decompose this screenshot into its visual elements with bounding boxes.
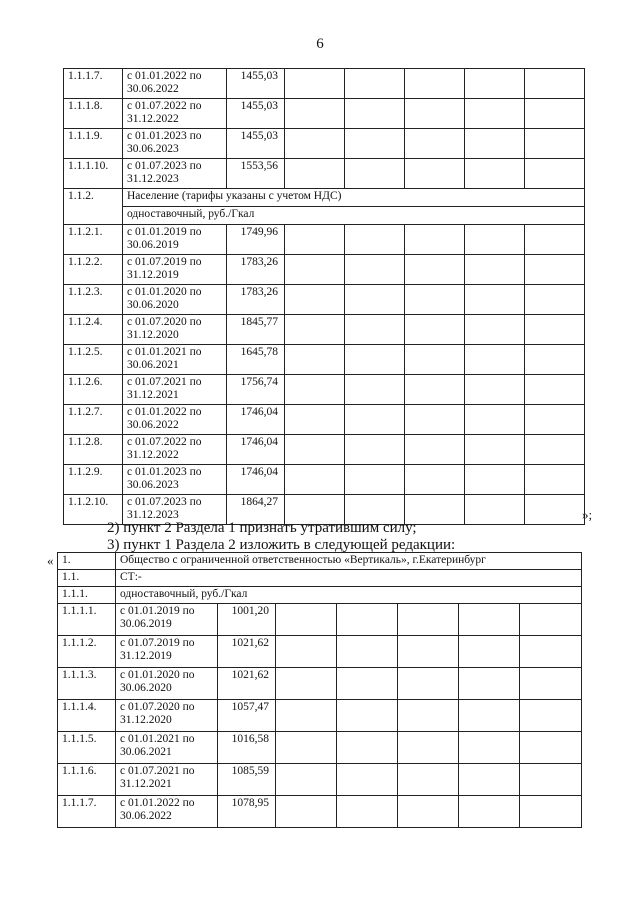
table-row xyxy=(64,225,585,255)
table-row xyxy=(64,465,585,495)
empty-cell xyxy=(285,255,345,285)
empty-cell xyxy=(276,604,337,636)
row-period xyxy=(123,255,227,285)
row-num: 1.1.2.6. xyxy=(64,375,123,405)
row-num: 1.1.1.2. xyxy=(58,636,116,668)
empty-cell xyxy=(285,375,345,405)
empty-cell xyxy=(345,99,405,129)
row-num: 1.1.1.7. xyxy=(64,69,123,99)
empty-cell xyxy=(345,159,405,189)
row-period xyxy=(123,69,227,99)
table-row xyxy=(58,668,582,700)
row-period xyxy=(116,604,218,636)
row-num: 1.1.1.6. xyxy=(58,764,116,796)
period-end: 30.06.2022 xyxy=(127,83,179,95)
row-period xyxy=(123,315,227,345)
row-value: 1455,03 xyxy=(227,129,285,159)
row-period xyxy=(116,700,218,732)
empty-cell xyxy=(520,668,582,700)
empty-cell xyxy=(465,129,525,159)
period-start: с 01.07.2022 по xyxy=(127,436,202,448)
table-row xyxy=(64,285,585,315)
row-period xyxy=(123,435,227,465)
empty-cell xyxy=(465,405,525,435)
empty-cell xyxy=(525,495,585,525)
row-num: 1.1.2.8. xyxy=(64,435,123,465)
empty-cell xyxy=(285,405,345,435)
empty-cell xyxy=(398,796,459,828)
empty-cell xyxy=(405,129,465,159)
row-value: 1645,78 xyxy=(227,345,285,375)
table-row xyxy=(64,99,585,129)
period-end: 31.12.2020 xyxy=(120,714,172,726)
row-value: 1078,95 xyxy=(218,796,276,828)
period-end: 31.12.2020 xyxy=(127,329,179,341)
empty-cell xyxy=(520,604,582,636)
row-value: 1746,04 xyxy=(227,465,285,495)
empty-cell xyxy=(285,159,345,189)
table-row xyxy=(64,69,585,99)
group-unit-row xyxy=(64,207,585,225)
period-start: с 01.01.2023 по xyxy=(127,130,202,142)
table2-rows xyxy=(58,604,582,828)
row-period xyxy=(116,732,218,764)
period-end: 30.06.2022 xyxy=(120,810,172,822)
empty-cell xyxy=(345,375,405,405)
period-start: с 01.01.2019 по xyxy=(120,605,195,617)
closing-quote: »; xyxy=(582,507,593,522)
table-row xyxy=(58,636,582,668)
empty-cell xyxy=(465,69,525,99)
period-start: с 01.01.2022 по xyxy=(127,70,202,82)
row-period xyxy=(123,99,227,129)
empty-cell xyxy=(285,129,345,159)
table-row xyxy=(64,405,585,435)
empty-cell xyxy=(276,700,337,732)
empty-cell xyxy=(525,465,585,495)
period-end: 31.12.2022 xyxy=(127,449,179,461)
row-period xyxy=(123,159,227,189)
empty-cell xyxy=(525,225,585,255)
period-start: с 01.01.2023 по xyxy=(127,466,202,478)
empty-cell xyxy=(337,732,398,764)
row-period xyxy=(123,375,227,405)
empty-cell xyxy=(525,405,585,435)
row-period xyxy=(123,129,227,159)
group-title: Население (тарифы указаны с учетом НДС) xyxy=(123,189,585,207)
opening-quote: « xyxy=(47,553,54,568)
empty-cell xyxy=(465,435,525,465)
empty-cell xyxy=(405,69,465,99)
empty-cell xyxy=(398,636,459,668)
empty-cell xyxy=(405,285,465,315)
empty-cell xyxy=(525,159,585,189)
row-value: 1553,56 xyxy=(227,159,285,189)
row-num: 1.1.1.3. xyxy=(58,668,116,700)
row-num: 1.1.2.5. xyxy=(64,345,123,375)
table-row xyxy=(64,159,585,189)
empty-cell xyxy=(525,129,585,159)
period-end: 30.06.2020 xyxy=(120,682,172,694)
table-row xyxy=(64,375,585,405)
row-period xyxy=(116,796,218,828)
empty-cell xyxy=(398,700,459,732)
empty-cell xyxy=(345,405,405,435)
row-num: 1.1.1.9. xyxy=(64,129,123,159)
empty-cell xyxy=(405,435,465,465)
period-start: с 01.01.2019 по xyxy=(127,226,202,238)
empty-cell xyxy=(337,604,398,636)
table-row xyxy=(58,764,582,796)
table1-rows-before xyxy=(64,69,585,189)
period-start: с 01.07.2023 по xyxy=(127,496,202,508)
table-row xyxy=(58,700,582,732)
org-name: Общество с ограниченной ответственностью «Вертикаль», г.Екатеринбург xyxy=(116,553,582,570)
empty-cell xyxy=(337,668,398,700)
table-row xyxy=(64,129,585,159)
empty-cell xyxy=(405,99,465,129)
period-end: 30.06.2019 xyxy=(127,239,179,251)
empty-cell xyxy=(345,435,405,465)
clause-2: 2) пункт 2 Раздела 1 признать утратившим силу; xyxy=(107,520,417,536)
empty-cell xyxy=(345,129,405,159)
period-end: 30.06.2019 xyxy=(120,618,172,630)
empty-cell xyxy=(345,225,405,255)
period-end: 30.06.2021 xyxy=(127,359,179,371)
empty-cell xyxy=(285,315,345,345)
table-row xyxy=(58,796,582,828)
empty-cell xyxy=(405,225,465,255)
empty-cell xyxy=(465,255,525,285)
empty-cell xyxy=(465,375,525,405)
row-value: 1021,62 xyxy=(218,636,276,668)
empty-cell xyxy=(465,315,525,345)
empty-cell xyxy=(525,285,585,315)
row-value: 1756,74 xyxy=(227,375,285,405)
empty-cell xyxy=(465,159,525,189)
row-num: 1.1.1.8. xyxy=(64,99,123,129)
row-value: 1001,20 xyxy=(218,604,276,636)
period-end: 31.12.2021 xyxy=(127,389,179,401)
tariff-table-2 xyxy=(57,552,582,828)
row-period xyxy=(123,225,227,255)
row-period xyxy=(123,405,227,435)
row-value: 1016,58 xyxy=(218,732,276,764)
empty-cell xyxy=(405,345,465,375)
row-value: 1749,96 xyxy=(227,225,285,255)
row-value: 1864,27 xyxy=(227,495,285,525)
empty-cell xyxy=(276,732,337,764)
period-end: 31.12.2019 xyxy=(127,269,179,281)
period-start: с 01.07.2019 по xyxy=(120,637,195,649)
empty-cell xyxy=(345,255,405,285)
empty-cell xyxy=(398,732,459,764)
empty-cell xyxy=(459,700,520,732)
row-period xyxy=(116,764,218,796)
empty-cell xyxy=(276,764,337,796)
empty-cell xyxy=(405,375,465,405)
st-row xyxy=(58,570,582,587)
period-end: 31.12.2023 xyxy=(127,509,179,521)
empty-cell xyxy=(459,668,520,700)
period-end: 30.06.2021 xyxy=(120,746,172,758)
row-num: 1.1.2.10. xyxy=(64,495,123,525)
empty-cell xyxy=(465,345,525,375)
group-unit: одноставочный, руб./Гкал xyxy=(123,207,585,225)
table-row xyxy=(64,315,585,345)
row-value: 1783,26 xyxy=(227,255,285,285)
unit-label: одноставочный, руб./Гкал xyxy=(116,587,582,604)
period-start: с 01.01.2020 по xyxy=(127,286,202,298)
row-period xyxy=(123,345,227,375)
empty-cell xyxy=(459,636,520,668)
row-value: 1746,04 xyxy=(227,435,285,465)
row-value: 1783,26 xyxy=(227,285,285,315)
empty-cell xyxy=(345,69,405,99)
tariff-table-1 xyxy=(63,68,585,525)
empty-cell xyxy=(345,315,405,345)
empty-cell xyxy=(276,636,337,668)
empty-cell xyxy=(405,315,465,345)
empty-cell xyxy=(405,255,465,285)
empty-cell xyxy=(398,668,459,700)
empty-cell xyxy=(398,764,459,796)
empty-cell xyxy=(459,604,520,636)
row-num: 1.1.1.5. xyxy=(58,732,116,764)
period-end: 30.06.2023 xyxy=(127,479,179,491)
row-value: 1455,03 xyxy=(227,99,285,129)
page-number: 6 xyxy=(316,36,324,52)
empty-cell xyxy=(405,405,465,435)
empty-cell xyxy=(525,99,585,129)
period-end: 31.12.2021 xyxy=(120,778,172,790)
empty-cell xyxy=(337,764,398,796)
row-value: 1746,04 xyxy=(227,405,285,435)
row-value: 1085,59 xyxy=(218,764,276,796)
period-end: 31.12.2023 xyxy=(127,173,179,185)
empty-cell xyxy=(465,465,525,495)
row-num: 1.1.1.10. xyxy=(64,159,123,189)
table-row xyxy=(64,255,585,285)
empty-cell xyxy=(285,285,345,315)
row-value: 1057,47 xyxy=(218,700,276,732)
empty-cell xyxy=(405,159,465,189)
period-end: 30.06.2020 xyxy=(127,299,179,311)
org-row xyxy=(58,553,582,570)
period-start: с 01.07.2021 по xyxy=(127,376,202,388)
row-num: 1.1.2.3. xyxy=(64,285,123,315)
empty-cell xyxy=(345,345,405,375)
row-num: 1.1.2.9. xyxy=(64,465,123,495)
empty-cell xyxy=(337,636,398,668)
empty-cell xyxy=(465,285,525,315)
empty-cell xyxy=(285,69,345,99)
empty-cell xyxy=(405,465,465,495)
empty-cell xyxy=(285,225,345,255)
table-row xyxy=(58,604,582,636)
row-num: 1.1.2.7. xyxy=(64,405,123,435)
empty-cell xyxy=(465,225,525,255)
empty-cell xyxy=(459,764,520,796)
period-start: с 01.01.2021 по xyxy=(120,733,195,745)
period-start: с 01.01.2022 по xyxy=(120,797,195,809)
empty-cell xyxy=(398,604,459,636)
row-num: 1.1.2.1. xyxy=(64,225,123,255)
period-start: с 01.07.2021 по xyxy=(120,765,195,777)
org-num: 1. xyxy=(58,553,116,570)
table-row xyxy=(64,345,585,375)
row-value: 1845,77 xyxy=(227,315,285,345)
group-num: 1.1.2. xyxy=(64,189,123,225)
row-period xyxy=(123,285,227,315)
empty-cell xyxy=(337,796,398,828)
period-start: с 01.01.2021 по xyxy=(127,346,202,358)
table1-rows-after xyxy=(64,225,585,525)
empty-cell xyxy=(520,764,582,796)
empty-cell xyxy=(345,285,405,315)
empty-cell xyxy=(520,700,582,732)
empty-cell xyxy=(459,796,520,828)
row-num: 1.1.2.2. xyxy=(64,255,123,285)
row-value: 1021,62 xyxy=(218,668,276,700)
empty-cell xyxy=(525,315,585,345)
empty-cell xyxy=(525,435,585,465)
row-period xyxy=(116,668,218,700)
empty-cell xyxy=(525,345,585,375)
empty-cell xyxy=(337,700,398,732)
row-num: 1.1.1.7. xyxy=(58,796,116,828)
clause-3: 3) пункт 1 Раздела 2 изложить в следующей редакции: xyxy=(107,537,456,553)
period-start: с 01.07.2020 по xyxy=(127,316,202,328)
period-end: 31.12.2022 xyxy=(127,113,179,125)
period-end: 30.06.2022 xyxy=(127,419,179,431)
empty-cell xyxy=(525,255,585,285)
row-num: 1.1.1.4. xyxy=(58,700,116,732)
period-end: 31.12.2019 xyxy=(120,650,172,662)
table-row xyxy=(58,732,582,764)
period-start: с 01.07.2019 по xyxy=(127,256,202,268)
empty-cell xyxy=(465,99,525,129)
group-header-row xyxy=(64,189,585,207)
unit-num: 1.1.1. xyxy=(58,587,116,604)
row-period xyxy=(123,465,227,495)
empty-cell xyxy=(285,345,345,375)
period-end: 30.06.2023 xyxy=(127,143,179,155)
empty-cell xyxy=(285,435,345,465)
period-start: с 01.07.2022 по xyxy=(127,100,202,112)
period-start: с 01.01.2020 по xyxy=(120,669,195,681)
empty-cell xyxy=(345,465,405,495)
empty-cell xyxy=(520,796,582,828)
empty-cell xyxy=(459,732,520,764)
empty-cell xyxy=(276,796,337,828)
period-start: с 01.01.2022 по xyxy=(127,406,202,418)
st-num: 1.1. xyxy=(58,570,116,587)
row-value: 1455,03 xyxy=(227,69,285,99)
empty-cell xyxy=(525,69,585,99)
empty-cell xyxy=(285,465,345,495)
unit-row xyxy=(58,587,582,604)
empty-cell xyxy=(520,732,582,764)
row-period xyxy=(116,636,218,668)
st-label: СТ:- xyxy=(116,570,582,587)
table-row xyxy=(64,435,585,465)
empty-cell xyxy=(465,495,525,525)
empty-cell xyxy=(285,99,345,129)
row-num: 1.1.1.1. xyxy=(58,604,116,636)
row-num: 1.1.2.4. xyxy=(64,315,123,345)
period-start: с 01.07.2023 по xyxy=(127,160,202,172)
empty-cell xyxy=(525,375,585,405)
empty-cell xyxy=(276,668,337,700)
empty-cell xyxy=(520,636,582,668)
period-start: с 01.07.2020 по xyxy=(120,701,195,713)
